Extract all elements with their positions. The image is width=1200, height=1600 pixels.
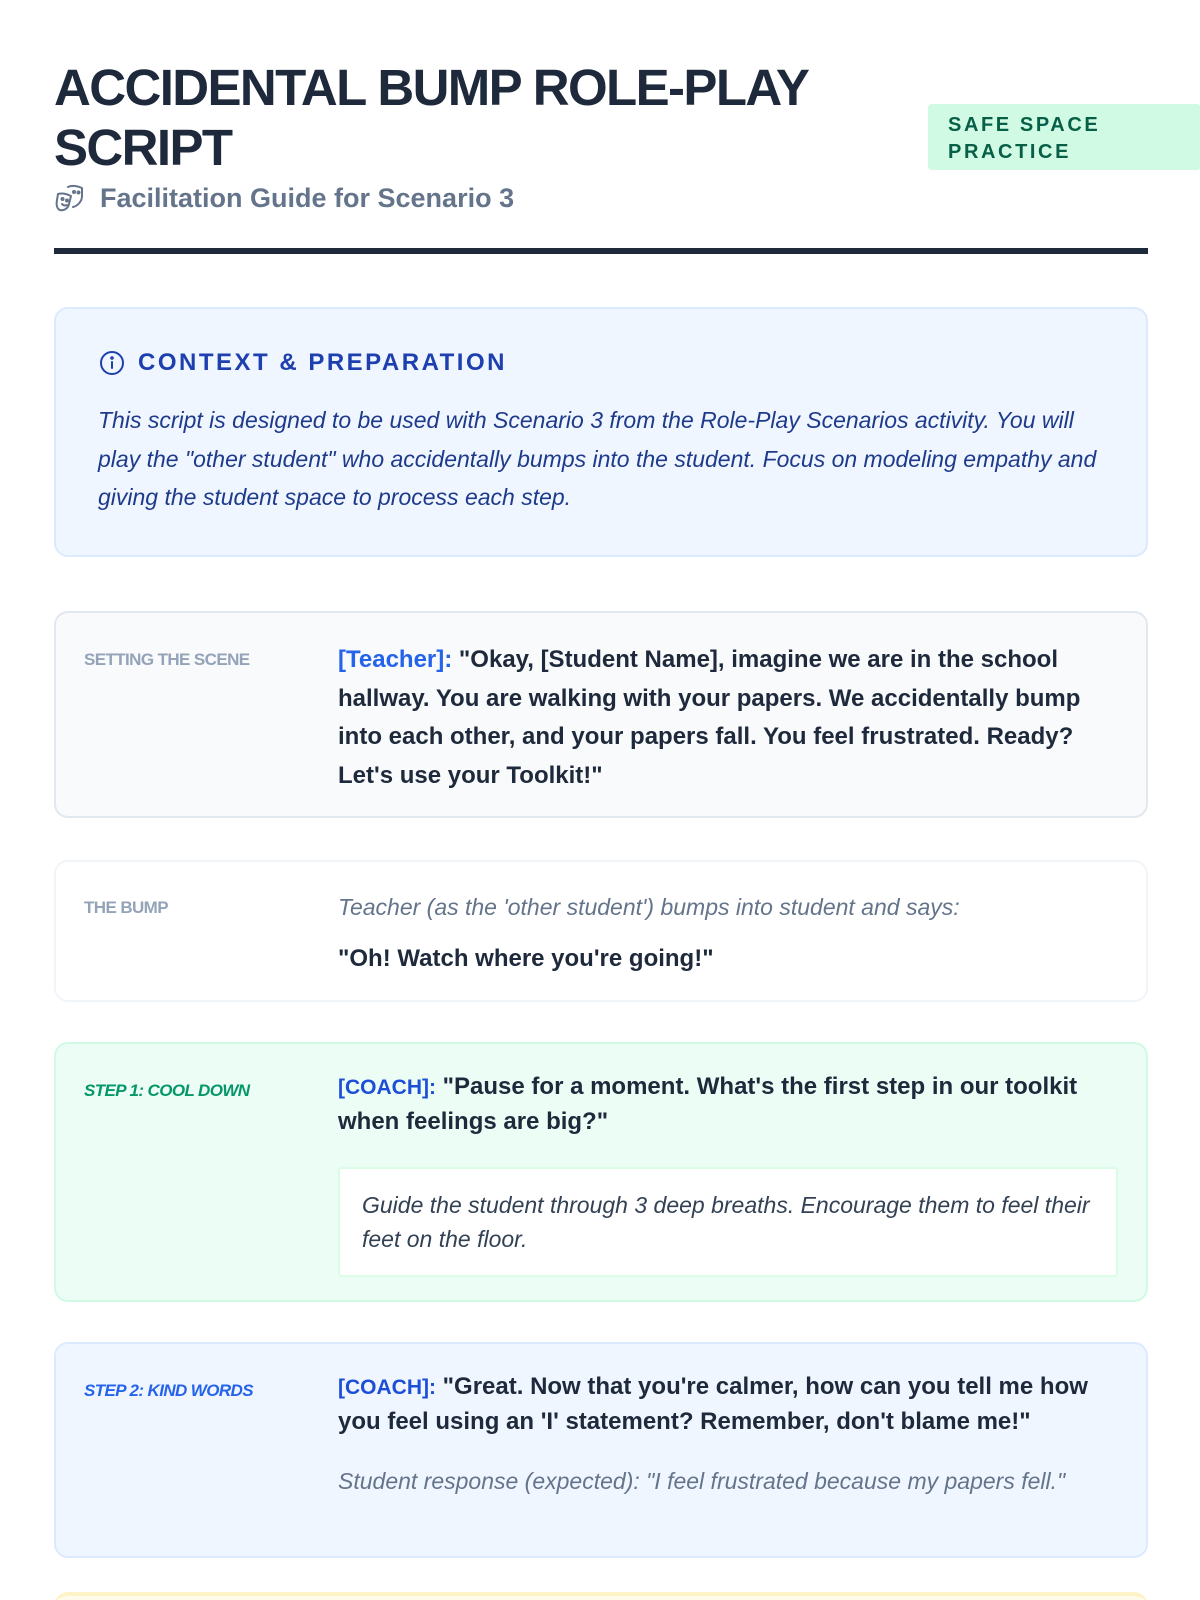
context-title: CONTEXT & PREPARATION — [138, 349, 507, 376]
step1-label: STEP 1: COOL DOWN — [84, 1081, 250, 1100]
bump-card — [54, 860, 1148, 1002]
step1-coach-line — [338, 1070, 1118, 1139]
theater-masks-icon — [54, 182, 86, 214]
step2-label: STEP 2: KIND WORDS — [84, 1381, 253, 1400]
teacher-speaker-tag: [Teacher]: — [338, 646, 453, 673]
step1-body — [338, 1070, 1118, 1277]
step2-line: "Great. Now that you're calmer, how can you tell me how you feel using an 'I' statement? Remember, don't blame me!" — [338, 1373, 1088, 1435]
step1-card — [54, 1042, 1148, 1302]
context-panel — [54, 307, 1148, 557]
context-heading — [98, 349, 1104, 377]
bump-label: THE BUMP — [84, 898, 168, 917]
step2-expected-response: Student response (expected): "I feel frustrated because my papers fell." — [338, 1468, 1066, 1494]
step2-card — [54, 1342, 1148, 1558]
next-card-edge — [54, 1592, 1148, 1600]
context-text: This script is designed to be used with Scenario 3 from the Role-Play Scenarios activity. You will play the "other student" who accidentally bumps into the student. Focus on modeling empathy and giving the student space to process each step. — [98, 407, 1097, 510]
step2-coach-line — [338, 1370, 1118, 1439]
scene-card — [54, 611, 1148, 818]
bump-quote: "Oh! Watch where you're going!" — [338, 945, 714, 972]
page-subtitle — [54, 182, 514, 214]
subtitle-text: Facilitation Guide for Scenario 3 — [100, 182, 515, 213]
step1-line: "Pause for a moment. What's the first step in our toolkit when feelings are big?" — [338, 1073, 1078, 1135]
coach-speaker-tag: [COACH]: — [338, 1076, 436, 1099]
scene-line: "Okay, [Student Name], imagine we are in the school hallway. You are walking with your papers. We accidentally bump into each other, and your papers fall. You feel frustrated. Ready? Let's use your Toolkit!" — [338, 646, 1081, 789]
safe-space-badge: SAFE SPACE PRACTICE — [928, 104, 1200, 170]
step2-body — [338, 1370, 1118, 1499]
bump-body — [338, 890, 1118, 976]
bump-stage-direction: Teacher (as the 'other student') bumps into student and says: — [338, 894, 960, 920]
page-title: ACCIDENTAL BUMP ROLE-PLAY SCRIPT — [54, 59, 808, 176]
step1-guide-note: Guide the student through 3 deep breaths. Encourage them to feel their feet on the floor. — [338, 1167, 1118, 1277]
info-circle-icon — [98, 349, 126, 377]
page-header — [54, 58, 1148, 254]
coach-speaker-tag: [COACH]: — [338, 1376, 436, 1399]
scene-label: SETTING THE SCENE — [84, 650, 250, 669]
scene-body — [338, 641, 1118, 795]
